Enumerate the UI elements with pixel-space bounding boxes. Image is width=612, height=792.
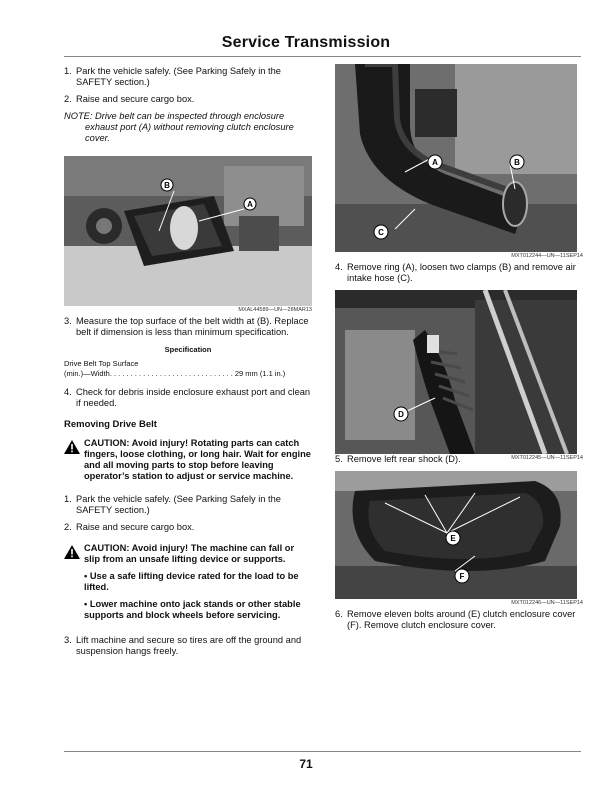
rear-shock-photo xyxy=(335,290,577,454)
callout-a: A xyxy=(432,158,438,167)
step-text: Measure the top surface of the belt width at (B). Replace belt if dimension is less than minimum specification. xyxy=(76,316,309,337)
step-park-vehicle-2: 1. Park the vehicle safely. (See Parking Safely in the SAFETY section.) xyxy=(64,494,281,515)
warning-triangle-icon xyxy=(64,545,80,562)
figure-caption: MXT012246—UN—11SEP14 xyxy=(511,600,583,606)
caution-rotating-parts xyxy=(64,438,312,482)
note-first-line: Drive belt can be inspected through enclosure xyxy=(95,111,285,121)
callout-d: D xyxy=(398,410,404,419)
callout-b: B xyxy=(514,158,520,167)
step-check-debris: 4. Check for debris inside enclosure exhaust port and clean if needed. xyxy=(64,387,311,408)
note-rest: exhaust port (A) without removing clutch enclosure cover. xyxy=(85,122,294,143)
spec-title: Specification xyxy=(164,345,212,354)
figure-caption: MXAL44589—UN—28MAR13 xyxy=(238,307,312,313)
note-label: NOTE: xyxy=(64,111,93,121)
callout-a: A xyxy=(247,200,253,209)
bullet-lifting-device: • Use a safe lifting device rated for the load to be lifted. xyxy=(84,571,299,592)
step-remove-ring: 4. Remove ring (A), loosen two clamps (B) and remove air intake hose (C). xyxy=(335,262,576,283)
footer-rule xyxy=(64,751,581,752)
caution-lifting xyxy=(64,543,312,565)
page-title: Service Transmission xyxy=(221,34,391,51)
step-text: Raise and secure cargo box. xyxy=(76,94,195,104)
warning-triangle-icon xyxy=(64,440,80,457)
callout-c: C xyxy=(378,228,384,237)
clutch-enclosure-photo xyxy=(335,471,577,599)
step-text: Park the vehicle safely. (See Parking Safely in the SAFETY section.) xyxy=(76,494,281,515)
step-text: Check for debris inside enclosure exhaust port and clean if needed. xyxy=(76,387,311,408)
spec-line-1: Drive Belt Top Surface xyxy=(64,359,139,368)
caution-text: CAUTION: Avoid injury! Rotating parts can catch fingers, loose clothing, or long hair. Wait for engine and all moving parts to stop before leaving operator’s station to adjust or service machine. xyxy=(84,438,311,481)
right-column xyxy=(335,64,583,637)
callout-f: F xyxy=(459,572,465,581)
caution-text: CAUTION: Avoid injury! The machine can fall or slip from an unsafe lifting device or supports. xyxy=(84,543,295,564)
step-raise-cargo-box-2: 2. Raise and secure cargo box. xyxy=(64,522,195,532)
step-text: Park the vehicle safely. (See Parking Safely in the SAFETY section.) xyxy=(76,66,281,87)
step-remove-bolts: 6. Remove eleven bolts around (E) clutch enclosure cover (F). Remove clutch enclosure cover. xyxy=(335,609,576,630)
step-raise-cargo-box: 2. Raise and secure cargo box. xyxy=(64,94,195,104)
step-lift-machine: 3. Lift machine and secure so tires are off the ground and suspension hangs freely. xyxy=(64,635,302,656)
step-text: Lift machine and secure so tires are off the ground and suspension hangs freely. xyxy=(76,635,302,656)
left-column xyxy=(64,66,312,663)
step-text: Remove ring (A), loosen two clamps (B) and remove air intake hose (C). xyxy=(347,262,576,283)
step-measure-belt: 3. Measure the top surface of the belt width at (B). Replace belt if dimension is less than minimum specification. xyxy=(64,316,309,337)
figure-caption: MXT012244—UN—11SEP14 xyxy=(511,253,583,259)
header-rule xyxy=(64,56,581,57)
bullet-jack-stands: • Lower machine onto jack stands or other stable supports and block wheels before servicing. xyxy=(84,599,301,620)
step-park-vehicle: 1. Park the vehicle safely. (See Parking Safely in the SAFETY section.) xyxy=(64,66,281,87)
step-remove-shock: 5. Remove left rear shock (D). xyxy=(335,454,461,464)
section-heading: Removing Drive Belt xyxy=(64,419,157,430)
callout-e: E xyxy=(450,534,456,543)
air-intake-photo xyxy=(335,64,577,252)
callout-b: B xyxy=(164,181,170,190)
page-number: 71 xyxy=(299,757,313,771)
belt-inspection-photo xyxy=(64,156,312,306)
note xyxy=(64,111,312,144)
step-text: Raise and secure cargo box. xyxy=(76,522,195,532)
step-text: Remove left rear shock (D). xyxy=(347,454,461,464)
spec-line-2: (min.)—Width. . . . . . . . . . . . . . . . . . . . . . . . . . . . . . 29 mm (1.1 in.) xyxy=(64,369,286,378)
figure-caption: MXT012245—UN—11SEP14 xyxy=(511,455,583,461)
step-text: Remove eleven bolts around (E) clutch enclosure cover (F). Remove clutch enclosure cover. xyxy=(347,609,576,630)
